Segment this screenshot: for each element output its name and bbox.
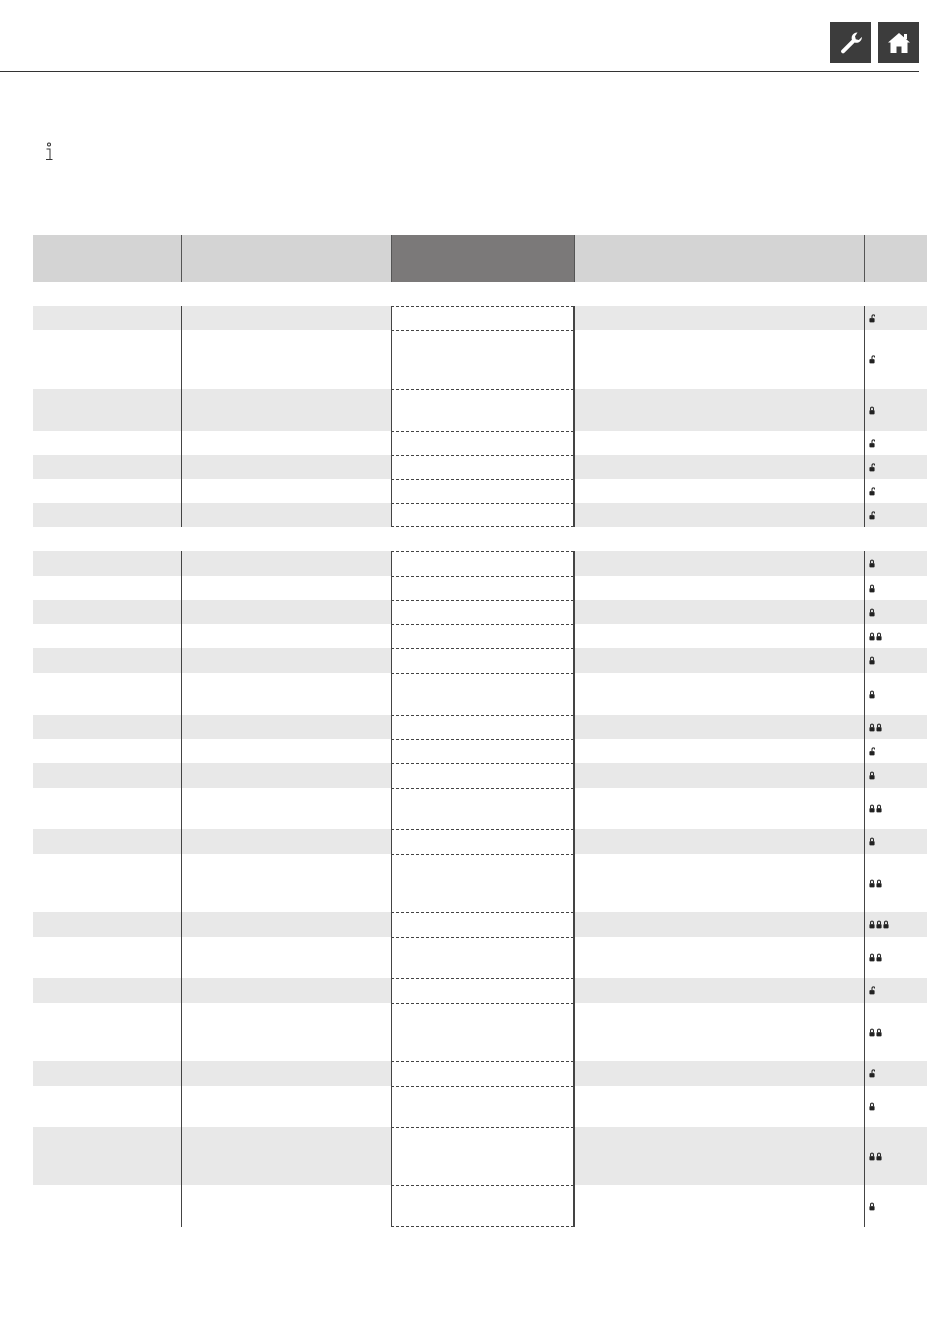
table-cell [33, 479, 181, 503]
table-row [33, 1185, 927, 1227]
table-row [33, 1086, 927, 1127]
table-cell [181, 330, 391, 389]
table-cell [574, 829, 864, 854]
lock-open-icon [869, 986, 875, 995]
table-cell [33, 389, 181, 431]
header-col-2 [181, 235, 391, 282]
table-cell [33, 978, 181, 1003]
lock-closed-icon [869, 690, 875, 699]
lock-open-icon [869, 355, 875, 364]
access-cell [864, 788, 927, 829]
table-row [33, 330, 927, 389]
header-col-3 [391, 235, 574, 282]
access-cell [864, 854, 927, 912]
table-cell [33, 306, 181, 330]
table-cell [574, 503, 864, 527]
table-cell [33, 576, 181, 600]
table-row [33, 715, 927, 739]
lock-open-icon [869, 1069, 875, 1078]
lock-closed-icon [869, 584, 875, 593]
lock-closed-icon [869, 879, 875, 888]
access-cell [864, 763, 927, 788]
table-cell [574, 912, 864, 937]
value-cell[interactable] [391, 1127, 574, 1185]
value-cell[interactable] [391, 624, 574, 648]
access-cell [864, 648, 927, 673]
lock-closed-icon [869, 723, 875, 732]
access-cell [864, 455, 927, 479]
lock-closed-icon [869, 953, 875, 962]
table-row [33, 854, 927, 912]
section-gap [33, 282, 927, 306]
table-cell [181, 854, 391, 912]
value-cell[interactable] [391, 503, 574, 527]
access-cell [864, 673, 927, 715]
table-row [33, 978, 927, 1003]
table-cell [181, 912, 391, 937]
wrench-icon[interactable] [830, 22, 871, 63]
access-cell [864, 389, 927, 431]
table-cell [574, 648, 864, 673]
table-cell [574, 576, 864, 600]
value-cell[interactable] [391, 330, 574, 389]
table-cell [181, 624, 391, 648]
table-cell [181, 937, 391, 978]
table-cell [33, 763, 181, 788]
table-cell [574, 551, 864, 576]
value-cell[interactable] [391, 829, 574, 854]
table-cell [574, 389, 864, 431]
lock-open-icon [869, 463, 875, 472]
value-cell[interactable] [391, 306, 574, 330]
access-cell [864, 937, 927, 978]
access-cell [864, 715, 927, 739]
table-row [33, 739, 927, 763]
table-row [33, 551, 927, 576]
table-cell [33, 1003, 181, 1061]
access-cell [864, 1003, 927, 1061]
table-cell [574, 455, 864, 479]
table-cell [574, 673, 864, 715]
value-cell[interactable] [391, 551, 574, 576]
value-cell[interactable] [391, 673, 574, 715]
lock-closed-icon [876, 953, 882, 962]
table-cell [574, 479, 864, 503]
lock-open-icon [869, 511, 875, 520]
access-cell [864, 829, 927, 854]
lock-closed-icon [876, 723, 882, 732]
value-cell[interactable] [391, 912, 574, 937]
table-cell [574, 1127, 864, 1185]
access-cell [864, 431, 927, 455]
table-cell [33, 912, 181, 937]
value-cell[interactable] [391, 788, 574, 829]
value-cell[interactable] [391, 1086, 574, 1127]
table-cell [181, 829, 391, 854]
value-cell[interactable] [391, 389, 574, 431]
table-cell [574, 854, 864, 912]
header-divider [0, 71, 919, 72]
table-cell [181, 431, 391, 455]
table-cell [33, 854, 181, 912]
lock-closed-icon [876, 1028, 882, 1037]
value-cell[interactable] [391, 763, 574, 788]
table-cell [33, 1061, 181, 1086]
table-row [33, 600, 927, 624]
lock-closed-icon [869, 1028, 875, 1037]
table-cell [181, 1086, 391, 1127]
header-col-4 [574, 235, 864, 282]
value-cell[interactable] [391, 455, 574, 479]
toolbar [830, 22, 919, 63]
lock-closed-icon [869, 656, 875, 665]
value-cell[interactable] [391, 600, 574, 624]
lock-closed-icon [869, 771, 875, 780]
access-cell [864, 912, 927, 937]
table-cell [181, 1003, 391, 1061]
lock-closed-icon [876, 1152, 882, 1161]
access-cell [864, 600, 927, 624]
lock-closed-icon [876, 632, 882, 641]
table-cell [33, 673, 181, 715]
value-cell[interactable] [391, 1003, 574, 1061]
table-cell [181, 1185, 391, 1227]
lock-open-icon [869, 314, 875, 323]
value-cell[interactable] [391, 854, 574, 912]
table-cell [33, 624, 181, 648]
table-row [33, 937, 927, 978]
lock-closed-icon [869, 1102, 875, 1111]
table-cell [574, 715, 864, 739]
access-cell [864, 1086, 927, 1127]
table-row [33, 912, 927, 937]
info-icon [43, 142, 55, 162]
table-cell [33, 455, 181, 479]
table-row [33, 624, 927, 648]
table-cell [181, 1127, 391, 1185]
table-cell [574, 431, 864, 455]
table-cell [181, 763, 391, 788]
value-cell[interactable] [391, 1061, 574, 1086]
lock-closed-icon [876, 804, 882, 813]
lock-closed-icon [869, 406, 875, 415]
lock-closed-icon [869, 837, 875, 846]
value-cell[interactable] [391, 576, 574, 600]
table-cell [181, 715, 391, 739]
lock-closed-icon [869, 608, 875, 617]
value-cell[interactable] [391, 739, 574, 763]
table-cell [574, 937, 864, 978]
table-cell [33, 715, 181, 739]
value-cell[interactable] [391, 479, 574, 503]
table-cell [181, 788, 391, 829]
table-cell [574, 600, 864, 624]
lock-closed-icon [869, 1152, 875, 1161]
home-icon[interactable] [878, 22, 919, 63]
lock-closed-icon [869, 1202, 875, 1211]
table-cell [181, 673, 391, 715]
table-cell [574, 763, 864, 788]
lock-closed-icon [869, 632, 875, 641]
table-row [33, 1127, 927, 1185]
value-cell[interactable] [391, 648, 574, 673]
table-cell [181, 739, 391, 763]
lock-closed-icon [869, 559, 875, 568]
table-cell [574, 624, 864, 648]
table-cell [181, 455, 391, 479]
lock-closed-icon [869, 804, 875, 813]
table-cell [574, 1086, 864, 1127]
table-cell [33, 551, 181, 576]
table-cell [33, 788, 181, 829]
table-cell [33, 1185, 181, 1227]
access-cell [864, 624, 927, 648]
table-row [33, 479, 927, 503]
access-cell [864, 739, 927, 763]
value-cell[interactable] [391, 715, 574, 739]
table-row [33, 576, 927, 600]
table-row [33, 455, 927, 479]
table-cell [33, 937, 181, 978]
settings-table [33, 235, 927, 1227]
table-header [33, 235, 927, 282]
table-cell [33, 1127, 181, 1185]
table-body [33, 282, 927, 1227]
table-row [33, 763, 927, 788]
access-cell [864, 503, 927, 527]
access-cell [864, 1127, 927, 1185]
table-cell [574, 739, 864, 763]
header-col-5 [864, 235, 927, 282]
table-cell [181, 551, 391, 576]
table-cell [574, 306, 864, 330]
access-cell [864, 978, 927, 1003]
table-row [33, 829, 927, 854]
table-row [33, 503, 927, 527]
table-cell [33, 739, 181, 763]
table-row [33, 306, 927, 330]
table-cell [574, 330, 864, 389]
access-cell [864, 1185, 927, 1227]
table-row [33, 788, 927, 829]
lock-open-icon [869, 487, 875, 496]
table-cell [33, 648, 181, 673]
table-row [33, 431, 927, 455]
table-row [33, 673, 927, 715]
access-cell [864, 1061, 927, 1086]
table-cell [181, 389, 391, 431]
value-cell[interactable] [391, 431, 574, 455]
section-gap [33, 527, 927, 551]
value-cell[interactable] [391, 937, 574, 978]
table-cell [574, 1185, 864, 1227]
access-cell [864, 330, 927, 389]
table-cell [181, 1061, 391, 1086]
table-row [33, 389, 927, 431]
table-cell [33, 1086, 181, 1127]
table-cell [33, 503, 181, 527]
table-cell [181, 576, 391, 600]
table-row [33, 648, 927, 673]
table-row [33, 1061, 927, 1086]
access-cell [864, 551, 927, 576]
table-cell [181, 978, 391, 1003]
value-cell[interactable] [391, 978, 574, 1003]
lock-closed-icon [869, 920, 875, 929]
table-cell [181, 503, 391, 527]
table-cell [33, 829, 181, 854]
table-cell [574, 788, 864, 829]
lock-closed-icon [876, 879, 882, 888]
lock-open-icon [869, 439, 875, 448]
lock-closed-icon [883, 920, 889, 929]
table-cell [181, 306, 391, 330]
lock-closed-icon [876, 920, 882, 929]
table-cell [574, 978, 864, 1003]
table-cell [181, 648, 391, 673]
access-cell [864, 306, 927, 330]
table-cell [574, 1061, 864, 1086]
access-cell [864, 479, 927, 503]
access-cell [864, 576, 927, 600]
table-cell [33, 330, 181, 389]
table-cell [181, 479, 391, 503]
table-cell [33, 600, 181, 624]
table-cell [33, 431, 181, 455]
table-cell [574, 1003, 864, 1061]
table-cell [181, 600, 391, 624]
table-row [33, 1003, 927, 1061]
lock-open-icon [869, 747, 875, 756]
value-cell[interactable] [391, 1185, 574, 1227]
header-col-1 [33, 235, 181, 282]
